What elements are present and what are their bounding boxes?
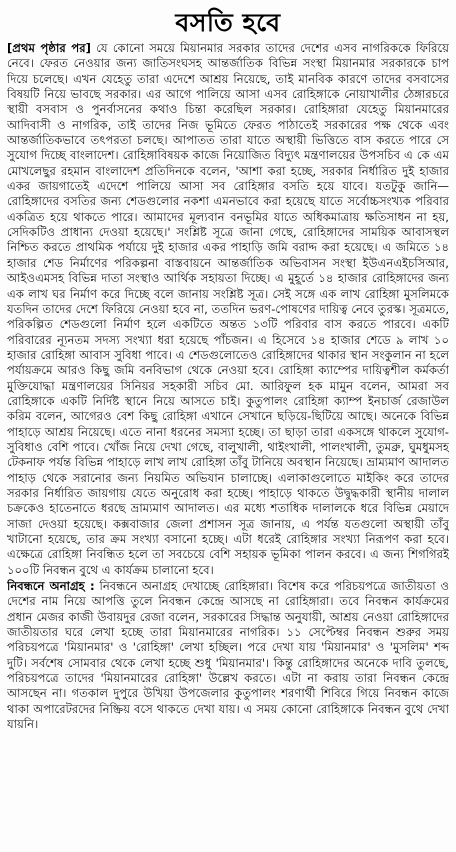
paragraph-2-text: নিবন্ধনে অনাগ্রহ দেখাচ্ছে রোহিঙ্গারা। বিশেষ করে পরিচয়পত্রে জাতীয়তা ও দেশের নাম নিয়ে আপত্তি তুলে নিবন্ধন কেন্দ্রে আসছে না রোহিঙ্গারা। তবে নিবন্ধন কার্যক্রমের প্রধান মেজর কাজী উবায়দুর রেজা বলেন, সরকারের সিদ্ধান্ত অনুযায়ী, আশ্রয় নেওয়া রোহিঙ্গাদের জাতীয়তার ঘরে লেখা হচ্ছে তারা মিয়ানমারের নাগরিক। ১১ সেপ্টেম্বর নিবন্ধন শুরুর সময় পরিচয়পত্রে 'মিয়ানমার' ও 'রোহিঙ্গা' লেখা হচ্ছিল। পরে দেখা যায় 'মিয়ানমার' ও 'মুসলিম' শব্দ দুটি। সর্বশেষ সোমবার থেকে লেখা হচ্ছে শুধু 'মিয়ানমার'। কিন্তু রোহিঙ্গাদের অনেকে দাবি তুলছে, পরিচয়পত্রে তাদের 'মিয়ানমারের রোহিঙ্গা' উল্লেখ করতে। এটা না করায় তারা নিবন্ধন কেন্দ্রে আসছেন না। গতকাল দুপুরে উখিয়া উপজেলার কুতুপালং শরণার্থী শিবিরে গিয়ে নিবন্ধন কাজে থাকা অপারেটরদের নিষ্ক্রিয় বসে থাকতে দেখা যায়। এ সময় কোনো রোহিঙ্গাকে নিবন্ধন বুথে দেখা যায়নি। [7, 579, 449, 732]
paragraph-2 [7, 579, 449, 732]
headline: বসতি হবে [175, 8, 281, 37]
article-body [7, 41, 449, 847]
subheading-registration: নিবন্ধনে অনাগ্রহ : [7, 579, 95, 594]
headline-container [0, 6, 456, 40]
paragraph-1-text: যে কোনো সময়ে মিয়ানমার সরকার তাদের দেশের এসব নাগরিককে ফিরিয়ে নেবে। ফেরত নেওয়ার জন্য জাতিসংঘসহ আন্তর্জাতিক বিভিন্ন সংস্থা মিয়ানমার সরকারকে চাপ দিয়ে চলেছে। এখন যেহেতু তারা এদেশে আশ্রয় নিয়েছে, তাই মানবিক কারণে তাদের বসবাসের বিষয়টি নিয়ে ভাবছে সরকার। এর আগে পালিয়ে আসা এসব রোহিঙ্গাকে নোয়াখালীর ঠেঙ্গারচরে স্থায়ী বসবাস ও পুনর্বাসনের কথাও চিন্তা করেছিল সরকার। রোহিঙ্গারা যেহেতু মিয়ানমারের আদিবাসী ও নাগরিক, তাই তাদের নিজ ভূমিতে ফেরত পাঠাতেই সরকারের পক্ষ থেকে এবং আন্তর্জাতিকভাবে তৎপরতা চলছে। আপাতত তারা যাতে অস্থায়ী ভিত্তিতে বাস করতে পারে সে সুযোগ দিচ্ছে বাংলাদেশ। রোহিঙ্গাবিষয়ক কাজে নিয়োজিত বিদ্যুৎ মন্ত্রণালয়ের উপসচিব এ কে এম মোখলেছুর রহমান বাংলাদেশ প্রতিদিনকে বলেন, 'আশা করা হচ্ছে, সরকার নির্ধারিত দুই হাজার একর জায়গাতেই এদেশে পালিয়ে আসা সব রোহিঙ্গার বসতি হয়ে যাবে। যতটুকু জানি— রোহিঙ্গাদের বসতির জন্য শেডগুলোর নকশা এমনভাবে করা হয়েছে যাতে সর্বোচ্চসংখ্যক পরিবার একত্রিত হয়ে থাকতে পারে। আমাদের মূল্যবান বনভূমির যাতে অধিকমাত্রায় ক্ষতিসাধন না হয়, সেদিকটিও প্রাধান্য দেওয়া হয়েছে।' সংশ্লিষ্ট সূত্রে জানা গেছে, রোহিঙ্গাদের সাময়িক আবাসস্থল নিশ্চিত করতে প্রাথমিক পর্যায়ে দুই হাজার একর পাহাড়ি জমি বরাদ্দ করা হয়েছে। এ জমিতে ১৪ হাজার শেড নির্মাণের পরিকল্পনা বাস্তবায়নে আন্তর্জাতিক অভিবাসন সংস্থা ইউএনএইচসিআর, আইওএমসহ বিভিন্ন দাতা সংস্থাও আর্থিক সহায়তা দিচ্ছে। এ মুহূর্তে ১৪ হাজার রোহিঙ্গাদের জন্য এক লাখ ঘর নির্মাণ করে দিচ্ছে বলে জানায় সংশ্লিষ্ট সূত্র। সেই সঙ্গে এক লাখ রোহিঙ্গা মুসলিমকে যতদিন তাদের দেশে ফিরিয়ে নেওয়া হবে না, ততদিন ভরণ-পোষণের দায়িত্ব নেবে তুরস্ক। সূত্রমতে, পরিকল্পিত শেডগুলো নির্মাণ হলে একটিতে অন্তত ১৩টি পরিবার বাস করতে পারবে। একটি পরিবারের ন্যূনতম সদস্য সংখ্যা ধরা হয়েছে পাঁচজন। এ হিসেবে ১৪ হাজার শেডে ৯ লাখ ১০ হাজার রোহিঙ্গা আবাস সুবিধা পাবে। এ শেডগুলোতেও রোহিঙ্গাদের থাকার স্থান সংকুলান না হলে পর্যায়ক্রমে আরও কিছু জমি বনবিভাগ থেকে নেওয়া হবে। রোহিঙ্গা ক্যাম্পের দায়িত্বশীল কর্মকর্তা মুক্তিযোদ্ধা মন্ত্রণালয়ের সিনিয়র সহকারী সচিব মো. আরিফুল হক মামুন বলেন, আমরা সব রোহিঙ্গাকে একটি নির্দিষ্ট স্থানে নিয়ে আসতে চাই। কুতুপালং রোহিঙ্গা ক্যাম্প ইনচার্জ রেজাউল করিম বলেন, আগেরও বেশ কিছু রোহিঙ্গা এখানে সেখানে ছড়িয়ে-ছিটিয়ে আছে। অনেকে বিভিন্ন পাহাড়ে আশ্রয় নিয়েছে। এতে নানা ধরনের সমস্যা হচ্ছে। তা ছাড়া তারা একসঙ্গে থাকলে সুযোগ-সুবিধাও বেশি পাবে। খোঁজ নিয়ে দেখা গেছে, বালুখালী, থাইংখালী, পালংখালী, তুমব্রু, ঘুমধুমসহ টেকনাফ পর্যন্ত বিভিন্ন পাহাড়ে লাখ লাখ রোহিঙ্গা তাঁবু টানিয়ে অবস্থান নিয়েছে। ভ্রাম্যমাণ আদালত পাহাড় থেকে সরানোর জন্য নিয়মিত অভিযান চালাচ্ছে। এলাকাগুলোতে মাইকিং করে তাদের সরকার নির্ধারিত জায়গায় যেতে অনুরোধ করা হচ্ছে। পাহাড়ে থাকতে উদ্বুদ্ধকারী স্থানীয় দালাল চক্রকেও হাতেনাতে ধরছে ভ্রাম্যমাণ আদালত। এর মধ্যে শতাধিক দালালকে ধরে বিভিন্ন মেয়াদে সাজা দেওয়া হয়েছে। কক্সবাজার জেলা প্রশাসন সূত্র জানায়, এ পর্যন্ত যতগুলো অস্থায়ী তাঁবু খাটানো হয়েছে, তার ক্রম সংখ্যা বসানো হচ্ছে। এটা ধরেই রোহিঙ্গার সংখ্যা নিরূপণ করা হবে। এক্ষেত্রে রোহিঙ্গা নিবন্ধিত হলে তা সবচেয়ে বেশি সহায়ক ভূমিকা পালন করবে। এ জন্য শিগগিরই ১০০টি নিবন্ধন বুথে এ কার্যক্রম চালানো হবে। [7, 41, 449, 577]
paragraph-1 [7, 41, 449, 578]
continuation-tag: [প্রথম পৃষ্ঠার পর] [7, 41, 91, 55]
